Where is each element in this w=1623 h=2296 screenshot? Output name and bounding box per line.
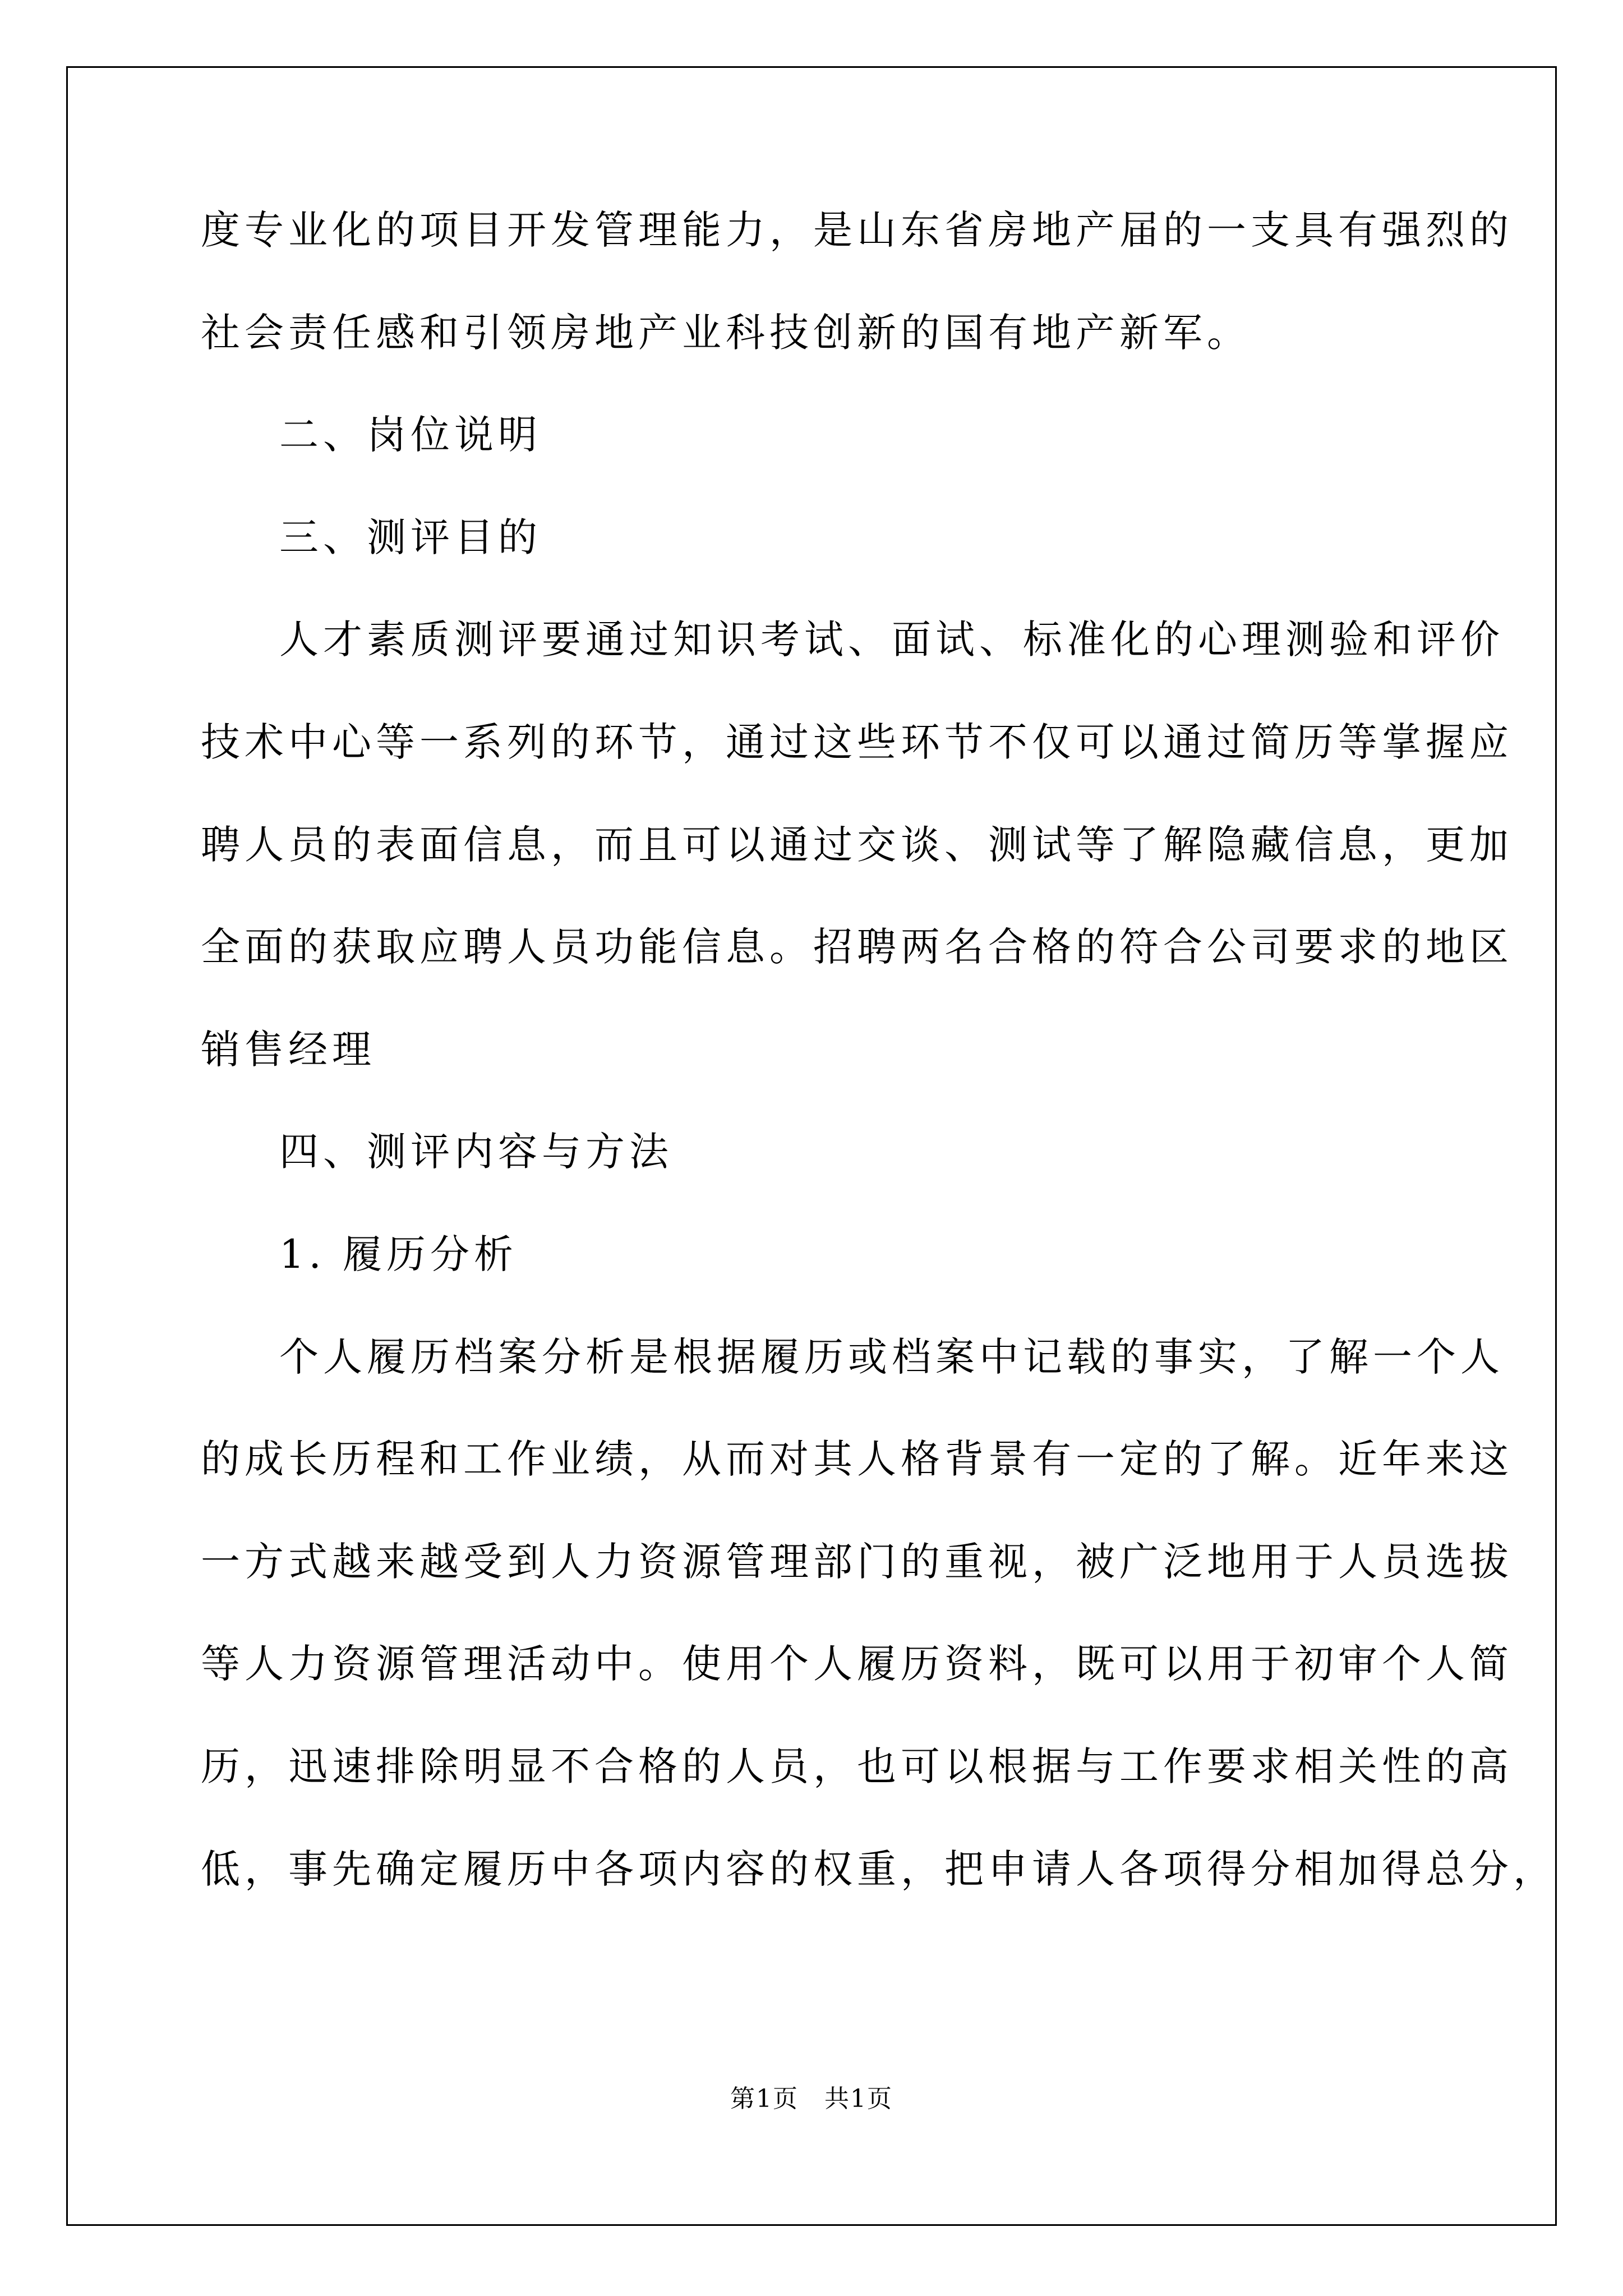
text-line: 个人履历档案分析是根据履历或档案中记载的事实，了解一个人 [279, 1334, 1504, 1380]
page-footer: 第1页 共1页 [730, 2085, 893, 2113]
section-heading: 二、岗位说明 [279, 412, 542, 458]
text-line: 销售经理 [201, 1027, 376, 1073]
text-line: 社会责任感和引领房地产业科技创新的国有地产新军。 [201, 310, 1251, 356]
section-heading: 四、测评内容与方法 [279, 1129, 673, 1175]
text-line: 聘人员的表面信息，而且可以通过交谈、测试等了解隐藏信息，更加 [201, 822, 1513, 868]
text-line: 低，事先确定履历中各项内容的权重，把申请人各项得分相加得总分， [201, 1846, 1557, 1892]
section-heading: 三、测评目的 [279, 514, 542, 560]
text-line: 一方式越来越受到人力资源管理部门的重视，被广泛地用于人员选拔 [201, 1539, 1513, 1585]
text-line: 度专业化的项目开发管理能力，是山东省房地产届的一支具有强烈的 [201, 207, 1513, 253]
text-line: 全面的获取应聘人员功能信息。招聘两名合格的符合公司要求的地区 [201, 924, 1513, 970]
text-line: 技术中心等一系列的环节，通过这些环节不仅可以通过简历等掌握应 [201, 719, 1513, 765]
text-line: 人才素质测评要通过知识考试、面试、标准化的心理测验和评价 [279, 616, 1504, 662]
text-line: 等人力资源管理活动中。使用个人履历资料，既可以用于初审个人简 [201, 1641, 1513, 1687]
text-line: 历，迅速排除明显不合格的人员，也可以根据与工作要求相关性的高 [201, 1743, 1513, 1789]
subsection-heading: 1. 履历分析 [279, 1231, 518, 1277]
text-line: 的成长历程和工作业绩，从而对其人格背景有一定的了解。近年来这 [201, 1436, 1513, 1482]
